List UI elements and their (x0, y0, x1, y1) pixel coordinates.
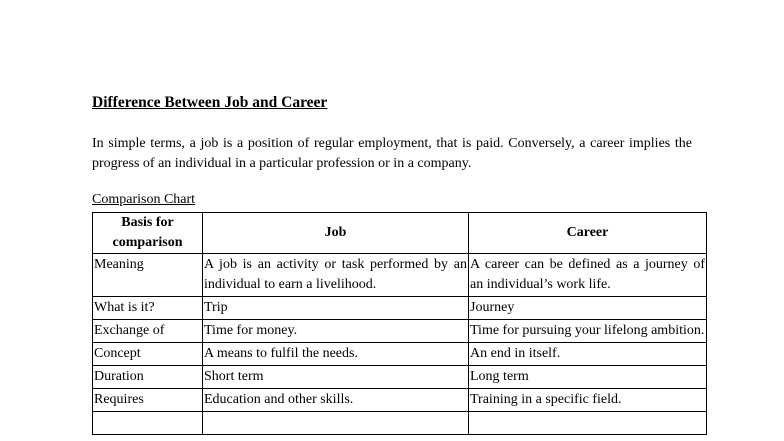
row-career: Journey (469, 297, 707, 320)
row-job: A means to fulfil the needs. (203, 343, 469, 366)
empty-cell (93, 412, 203, 435)
comparison-chart-heading: Comparison Chart (92, 192, 196, 207)
row-basis: Concept (93, 343, 203, 366)
row-basis: Exchange of (93, 320, 203, 343)
header-job: Job (203, 213, 469, 254)
table-header-row (93, 213, 707, 254)
document-title: Difference Between Job and Career (92, 94, 328, 111)
row-job: Short term (203, 366, 469, 389)
row-job: Education and other skills. (203, 389, 469, 412)
row-career: Long term (469, 366, 707, 389)
row-career: Time for pursuing your lifelong ambition. (469, 320, 707, 343)
table-row (93, 254, 707, 297)
intro-paragraph: In simple terms, a job is a position of regular employment, that is paid. Conversely, a career implies the progress of an individual in a particular profession or in a company. (92, 136, 692, 171)
row-basis: Requires (93, 389, 203, 412)
comparison-table (92, 212, 707, 435)
table-row-empty (93, 412, 707, 435)
header-career: Career (469, 213, 707, 254)
empty-cell (203, 412, 469, 435)
row-basis: Meaning (93, 254, 203, 297)
row-career: A career can be defined as a journey of an individual’s work life. (469, 254, 707, 297)
row-job: A job is an activity or task performed by an individual to earn a livelihood. (203, 254, 469, 297)
table-row (93, 297, 707, 320)
table-row (93, 343, 707, 366)
table-row (93, 389, 707, 412)
table-row (93, 320, 707, 343)
row-basis: Duration (93, 366, 203, 389)
row-job: Time for money. (203, 320, 469, 343)
row-career: Training in a specific field. (469, 389, 707, 412)
row-job: Trip (203, 297, 469, 320)
table-row (93, 366, 707, 389)
empty-cell (469, 412, 707, 435)
row-basis: What is it? (93, 297, 203, 320)
row-career: An end in itself. (469, 343, 707, 366)
header-basis: Basis for comparison (93, 213, 203, 254)
